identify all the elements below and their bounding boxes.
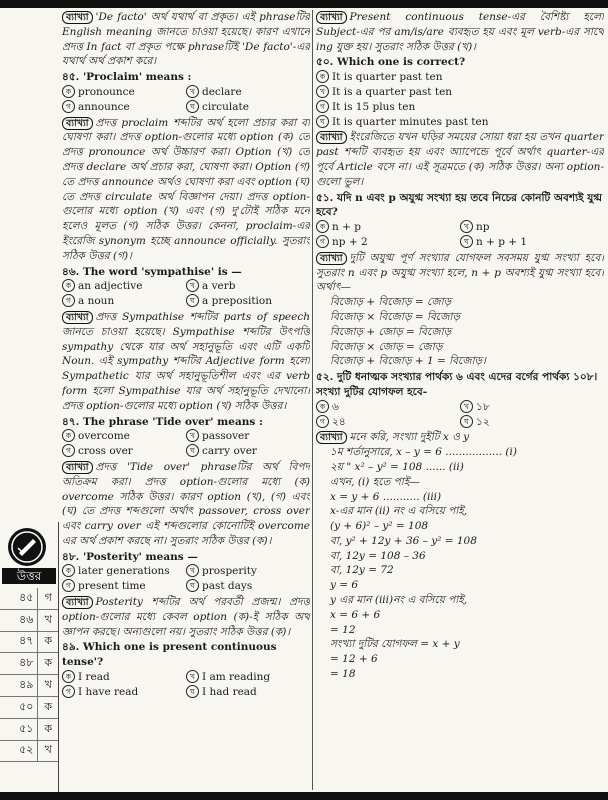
option-text: circulate	[202, 100, 249, 113]
math-line: বিজোড় × জোড় = জোড়	[330, 340, 443, 353]
answer-table	[0, 588, 58, 762]
math-line: ১ম শর্তানুসারে, x – y = 6 ................. (i)	[330, 446, 517, 459]
answer-number: ৫১	[0, 719, 38, 740]
answer-value: গ	[44, 590, 52, 604]
answer-number: ৪৬	[0, 610, 38, 631]
math-line: বিজোড় + বিজোড় + 1 = বিজোড়।	[330, 355, 486, 368]
options-50	[316, 70, 604, 129]
option-4	[186, 100, 310, 115]
explanation-50: ব্যাখ্যা ইংরেজিতে যখন ঘড়ির সময়ের সোয়া ধরা হয় তখন quarter past শব্দটি ব্যবহৃত হয় এবং অ্যাপেন্ডে পূর্বে অর্থাৎ quarter-এর পূর্বে Article বসে না। এই সূত্রমতে (ক) সঠিক উত্তর। অন্য option-গুলো ভুল।	[316, 131, 604, 188]
option-3	[316, 100, 604, 115]
explanation-badge: ব্যাখ্যা	[62, 11, 93, 24]
option-text: past days	[202, 580, 253, 593]
option-text: I read	[78, 671, 110, 684]
option-text: np + 2	[332, 235, 368, 248]
math-line: y = 6	[330, 579, 359, 592]
math-line: বিজোড় × বিজোড় = বিজোড়	[330, 310, 460, 323]
option-2	[186, 279, 310, 294]
answer-row	[0, 610, 58, 632]
parity-rules	[316, 295, 604, 369]
option-text: It is 15 plus ten	[332, 100, 416, 113]
options-49	[62, 670, 310, 700]
option-text: cross over	[78, 445, 133, 458]
explanation-52: ব্যাখ্যা মনে করি, সংখ্যা দুইটি x ও y	[316, 430, 604, 445]
options-45	[62, 85, 310, 115]
option-letter: খ	[460, 220, 473, 233]
math-line: (y + 6)² – y² = 108	[330, 520, 429, 533]
explanation-badge: ব্যাখ্যা	[316, 252, 347, 265]
option-letter: ক	[316, 220, 329, 233]
math-line: এখন, (i) হতে পাই—	[330, 475, 420, 488]
answer-value: খ	[44, 678, 52, 692]
option-letter: ক	[316, 70, 329, 83]
explanation-badge: ব্যাখ্যা	[62, 311, 93, 324]
answer-row	[0, 653, 58, 675]
math-line: বিজোড় + জোড় = বিজোড়	[330, 325, 452, 338]
option-1	[62, 279, 186, 294]
answer-number: ৪৫	[0, 588, 38, 609]
option-text: I am reading	[202, 671, 271, 684]
answer-value: ক	[44, 721, 53, 735]
option-1	[316, 70, 604, 85]
answer-row	[0, 719, 58, 741]
option-letter: ক	[62, 429, 75, 442]
option-letter: ঘ	[186, 579, 199, 592]
option-3	[62, 579, 186, 594]
option-4	[460, 235, 604, 250]
option-text: present time	[78, 580, 146, 593]
option-letter: ঘ	[186, 294, 199, 307]
answer-value: ক	[44, 656, 53, 670]
option-letter: গ	[62, 444, 75, 457]
answer-row	[0, 588, 58, 610]
solution-steps	[316, 445, 604, 682]
option-1	[62, 670, 186, 685]
option-4	[460, 415, 604, 430]
math-line: y এর মান (iii)নং এ বসিয়ে পাই,	[330, 594, 468, 607]
answer-row	[0, 697, 58, 719]
pen-check-icon-graphic	[8, 528, 46, 566]
option-text: carry over	[202, 445, 257, 458]
option-letter: খ	[186, 85, 199, 98]
explanation-48: ব্যাখ্যা Posterity শব্দটির অর্থ পরবর্তী প্রজন্ম। প্রদত্ত option-গুলোর মধ্যে কেবল option (ক)-ই সঠিক অর্থ জ্ঞাপন করছে। অন্যগুলো নয়। সুতরাং সঠিক উত্তর (ক)।	[62, 596, 310, 638]
answer-value: খ	[44, 743, 52, 757]
option-1	[316, 400, 460, 415]
math-line: = 18	[330, 668, 356, 681]
question-51: ৫১. যদি n এবং p অযুগ্ম সংখ্যা হয় তবে নিচের কোনটি অবশ্যই যুগ্ম হবে?	[316, 191, 602, 219]
option-text: It is quarter past ten	[332, 71, 443, 84]
option-4	[186, 294, 310, 309]
math-line: বা, 12y = 108 – 36	[330, 549, 426, 562]
option-letter: গ	[316, 235, 329, 248]
explanation-badge: ব্যাখ্যা	[316, 11, 347, 24]
option-2	[186, 429, 310, 444]
math-line: বিজোড় + বিজোড় = জোড়	[330, 296, 452, 309]
option-1	[62, 429, 186, 444]
option-text: a preposition	[202, 295, 273, 308]
option-2	[316, 85, 604, 100]
option-letter: ক	[316, 400, 329, 413]
option-text: pronounce	[78, 85, 135, 98]
answer-number: ৪৭	[0, 632, 38, 653]
answer-title: উত্তর	[2, 568, 56, 584]
option-2	[460, 400, 604, 415]
answer-row	[0, 675, 58, 697]
math-line: সংখ্যা দুটির যোগফল = x + y	[330, 638, 460, 651]
answer-value: ক	[44, 699, 53, 713]
explanation-49: ব্যাখ্যা Present continuous tense-এর বৈশিষ্ট্য হলো Subject-এর পর am/is/are ব্যবহৃত হয় এবং মূল verb-এর সাথে ing যুক্ত হয়। সুতরাং সঠিক উত্তর (খ)।	[316, 11, 604, 53]
options-51	[316, 220, 604, 250]
options-46	[62, 279, 310, 309]
explanation-badge: ব্যাখ্যা	[62, 117, 93, 130]
top-header-strip	[0, 0, 608, 8]
answer-number: ৪৯	[0, 675, 38, 696]
option-3	[316, 235, 460, 250]
option-text: an adjective	[78, 280, 143, 293]
explanation-51: ব্যাখ্যা দুটি অযুগ্ম পূর্ণ সংখ্যার যোগফল সবসময় যুগ্ম সংখ্যা হবে। সুতরাং n এবং p অযুগ্ম সংখ্যা হলে, n + p অবশ্যই যুগ্ম সংখ্যা হবে। অর্থাৎ—	[316, 251, 604, 294]
option-letter: ঘ	[186, 444, 199, 457]
option-text: ২৪	[332, 415, 346, 428]
math-line: বা, 12y = 72	[330, 564, 394, 577]
question-45: ৪৫. 'Proclaim' means :	[62, 71, 192, 84]
option-3	[62, 444, 186, 459]
option-2	[186, 564, 310, 579]
option-text: a verb	[202, 280, 236, 293]
option-letter: ঘ	[186, 685, 199, 698]
option-text: n + p + 1	[476, 235, 528, 248]
option-text: It is a quarter past ten	[332, 85, 453, 98]
options-47	[62, 429, 310, 459]
option-2	[460, 220, 604, 235]
option-1	[316, 220, 460, 235]
option-letter: গ	[62, 685, 75, 698]
question-52: ৫২. দুটি ধনাত্মক সংখ্যার পার্থক্য ৬ এবং এদের বর্গের পার্থক্য ১০৮। সংখ্যা দুটির যোগফল হবে-	[316, 371, 598, 398]
explanation-badge: ব্যাখ্যা	[62, 461, 93, 474]
option-letter: খ	[186, 670, 199, 683]
option-letter: গ	[62, 100, 75, 113]
options-52	[316, 400, 604, 430]
option-text: announce	[78, 100, 130, 113]
explanation-badge: ব্যাখ্যা	[316, 431, 347, 444]
explanation-45: ব্যাখ্যা প্রদত্ত proclaim শব্দটির অর্থ হলো প্রচার করা বা ঘোষণা করা। প্রদত্ত option-গুলোর মধ্যে option (ক) তে প্রদত্ত pronounce অর্থ উচ্চারণ করা। Option (খ) তে প্রদত্ত declare অর্থ প্রচার করা, ঘোষণা করা। Option (গ) তে প্রদত্ত announce অর্থও ঘোষণা করা এবং option (ঘ) তে প্রদত্ত circulate অর্থ বিজ্ঞাপন দেয়া। প্রদত্ত option-গুলোর মধ্যে option (খ) এবং (গ) দু'টোই সঠিক মনে হলেও মূলত (গ) সঠিক উত্তর। কেননা, proclaim-এর ইংরেজি synonym হচ্ছে announce officially. সুতরাং সঠিক উত্তর (গ)।	[62, 116, 310, 262]
option-letter: ঘ	[316, 115, 329, 128]
math-line: = 12	[330, 623, 356, 636]
option-text: declare	[202, 85, 242, 98]
question-46: ৪৬. The word 'sympathise' is —	[62, 265, 242, 278]
option-letter: ঘ	[186, 100, 199, 113]
explanation-44: ব্যাখ্যা 'De facto' অর্থ যথার্থ বা প্রকৃত। এই phraseটির English meaning জানতে চাওয়া হয়েছে। কারণ এখানে প্রদত্ত In fact বা প্রকৃত পক্ষে phraseটিই 'De facto'-এর যথার্থ অর্থ প্রকাশ করে।	[62, 11, 310, 68]
question-47: ৪৭. The phrase 'Tide over' means :	[62, 415, 263, 428]
option-1	[62, 564, 186, 579]
option-4	[186, 444, 310, 459]
option-2	[186, 85, 310, 100]
answer-row	[0, 741, 58, 763]
option-letter: ক	[62, 279, 75, 292]
question-48: ৪৮. 'Posterity' means —	[62, 550, 198, 563]
option-letter: ক	[62, 670, 75, 683]
answer-value: খ	[44, 612, 52, 626]
option-letter: ঘ	[460, 415, 473, 428]
option-letter: গ	[316, 100, 329, 113]
answer-number: ৫০	[0, 697, 38, 718]
option-text: np	[476, 221, 490, 234]
option-1	[62, 85, 186, 100]
question-49: ৪৯. Which one is present continuous tense'?	[62, 641, 277, 669]
column-divider	[312, 10, 313, 790]
option-letter: খ	[186, 564, 199, 577]
option-letter: খ	[316, 85, 329, 98]
answer-number: ৪৮	[0, 653, 38, 674]
option-letter: ক	[62, 564, 75, 577]
pen-check-icon	[8, 528, 46, 566]
explanation-47: ব্যাখ্যা প্রদত্ত 'Tide over' phraseটির অর্থ বিপদ অতিক্রম করা। প্রদত্ত option-গুলোর মধ্যে (ক) overcome সঠিক উত্তর। কারণ option (খ), (গ) এবং (ঘ) তে প্রদত্ত শব্দগুলো অর্থাৎ passover, cross over এবং carry over এই শব্দগুলোর কোনোটিই overcome এর অর্থ প্রকাশ করছে না। সুতরাং সঠিক উত্তর (ক)।	[62, 460, 310, 547]
explanation-badge: ব্যাখ্যা	[316, 131, 347, 144]
math-line: x = 6 + 6	[330, 608, 381, 621]
option-text: It is quarter minutes past ten	[332, 115, 489, 128]
option-letter: খ	[460, 400, 473, 413]
math-line: বা, y² + 12y + 36 – y² = 108	[330, 534, 477, 547]
options-48	[62, 564, 310, 594]
option-text: prosperity	[202, 565, 257, 578]
option-4	[186, 685, 310, 700]
right-column	[316, 10, 604, 790]
left-column	[62, 10, 310, 790]
option-text: passover	[202, 430, 250, 443]
option-letter: ঘ	[460, 235, 473, 248]
math-line: x-এর মান (ii) নং এ বসিয়ে পাই,	[330, 505, 468, 518]
option-letter: গ	[62, 579, 75, 592]
option-3	[62, 294, 186, 309]
option-text: later generations	[78, 565, 170, 578]
answer-number: ৫২	[0, 741, 38, 762]
option-3	[62, 685, 186, 700]
option-letter: খ	[186, 279, 199, 292]
option-2	[186, 670, 310, 685]
option-text: n + p	[332, 221, 361, 234]
math-line: ২য় " x² – y² = 108 ...... (ii)	[330, 460, 464, 473]
answer-row	[0, 632, 58, 654]
explanation-46: ব্যাখ্যা প্রদত্ত Sympathise শব্দটির parts of speech জানতে চাওয়া হয়েছে। Sympathise শব্দটির উৎপত্তি sympathy থেকে যার অর্থ সহানুভূতি এবং এটি একটি Noun. এই sympathy শব্দটির Adjective form হলো Sympathetic যার অর্থ সহানুভূতিশীল এবং এর verb form হলো Sympathise যার অর্থ সহানুভূতি দেখানো। প্রদত্ত option-গুলোর মধ্যে option (খ) সঠিক উত্তর।	[62, 310, 310, 412]
option-4	[316, 115, 604, 130]
question-50: ৫০. Which one is correct?	[316, 56, 466, 69]
option-letter: খ	[186, 429, 199, 442]
option-text: I have read	[78, 685, 139, 698]
option-3	[316, 415, 460, 430]
option-letter: ক	[62, 85, 75, 98]
option-text: I had read	[202, 685, 257, 698]
option-text: ১৮	[476, 400, 490, 413]
option-letter: গ	[62, 294, 75, 307]
option-text: ৬	[332, 400, 339, 413]
bottom-footer-strip	[0, 792, 608, 800]
answer-sidebar	[0, 522, 59, 792]
math-line: x = y + 6 ........... (iii)	[330, 490, 442, 503]
answer-value: ক	[44, 634, 53, 648]
option-4	[186, 579, 310, 594]
option-text: ১২	[476, 415, 490, 428]
math-line: = 12 + 6	[330, 653, 378, 666]
option-3	[62, 100, 186, 115]
option-letter: গ	[316, 415, 329, 428]
option-text: overcome	[78, 430, 130, 443]
option-text: a noun	[78, 295, 115, 308]
explanation-badge: ব্যাখ্যা	[62, 596, 93, 609]
